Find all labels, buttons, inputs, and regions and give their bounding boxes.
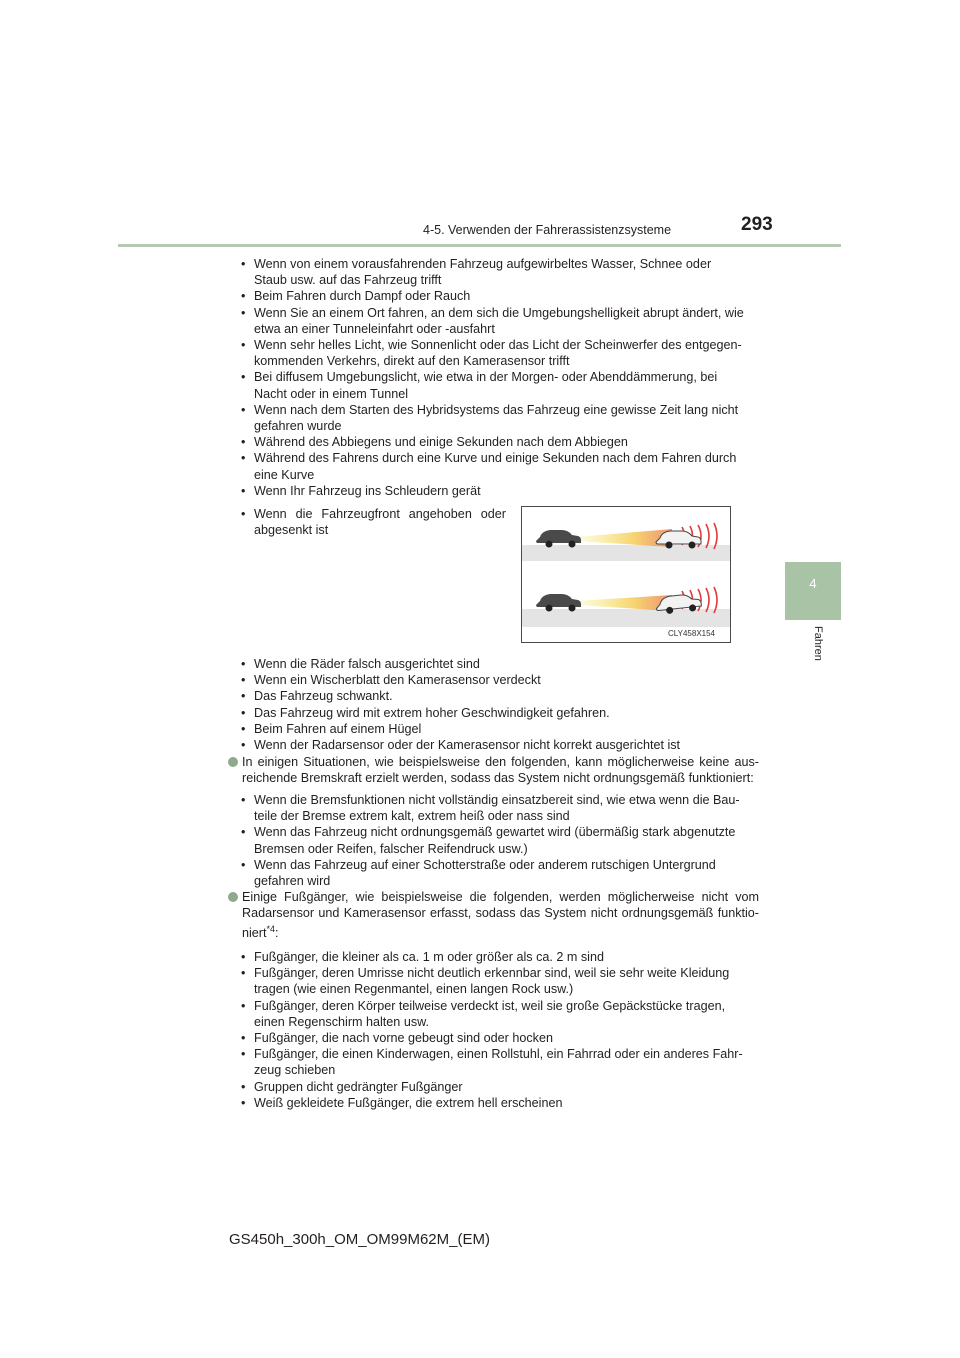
- list-item: • Beim Fahren durch Dampf oder Rauch: [241, 288, 745, 304]
- pedestrian-paragraph: [228, 889, 759, 942]
- chapter-label: Fahren: [812, 626, 824, 661]
- radar-illustration: [522, 507, 730, 642]
- bullet-list-pedestrians: [241, 949, 745, 1111]
- bullet-list-figure: [241, 506, 506, 538]
- document-footer: GS450h_300h_OM_OM99M62M_(EM): [229, 1231, 490, 1248]
- bullet-dot-icon: [228, 757, 238, 767]
- bullet-list-conditions-2: [241, 656, 745, 753]
- bullet-list-conditions: [241, 256, 745, 499]
- list-item: • Während des Abbiegens und einige Sekunden nach dem Abbiegen: [241, 434, 745, 450]
- list-item: • Fußgänger, deren Körper teilweise verdeckt ist, weil sie große Gepäckstücke tragen, einen Regenschirm halten usw.: [241, 998, 745, 1030]
- list-item: • Wenn die Räder falsch ausgerichtet sind: [241, 656, 745, 672]
- list-item: • Wenn die Bremsfunktionen nicht vollständig einsatzbereit sind, wie etwa wenn die Bau-teile der Bremse extrem kalt, extrem heiß oder nass sind: [241, 792, 745, 824]
- list-item: • Das Fahrzeug schwankt.: [241, 688, 745, 704]
- list-item: • Fußgänger, deren Umrisse nicht deutlich erkennbar sind, weil sie sehr weite Kleidung tragen (wie einen Regenmantel, einen langen Rock usw.): [241, 965, 745, 997]
- list-item: • Gruppen dicht gedrängter Fußgänger: [241, 1079, 745, 1095]
- chapter-tab[interactable]: 4: [785, 562, 841, 620]
- list-item: • Fußgänger, die nach vorne gebeugt sind oder hocken: [241, 1030, 745, 1046]
- footnote-marker: *4: [266, 924, 276, 935]
- ego-car-icon: [536, 594, 581, 612]
- list-item: • Während des Fahrens durch eine Kurve und einige Sekunden nach dem Fahren durch eine Kurve: [241, 450, 745, 482]
- header-rule: [118, 244, 841, 247]
- list-item: • Wenn von einem vorausfahrenden Fahrzeug aufgewirbeltes Wasser, Schnee oder Staub usw. auf das Fahrzeug trifft: [241, 256, 745, 288]
- figure-code: CLY458X154: [668, 629, 715, 638]
- list-item: • Wenn die Fahrzeugfront angehoben oder abgesenkt ist: [241, 506, 506, 538]
- list-item: • Das Fahrzeug wird mit extrem hoher Geschwindigkeit gefahren.: [241, 705, 745, 721]
- list-item: • Wenn Sie an einem Ort fahren, an dem sich die Umgebungshelligkeit abrupt ändert, wie etwa an einer Tunneleinfahrt oder -ausfahrt: [241, 305, 745, 337]
- list-item: • Weiß gekleidete Fußgänger, die extrem hell erscheinen: [241, 1095, 745, 1111]
- list-item: • Wenn das Fahrzeug nicht ordnungsgemäß gewartet wird (übermäßig stark abgenutzte Bremsen oder Reifen, falscher Reifendruck usw.): [241, 824, 745, 856]
- paragraph-text: Einige Fußgänger, wie beispielsweise die folgenden, werden möglicherweise nicht vom Radarsensor und Kamerasensor erfasst, sodass das System nicht ordnungsgemäß funktio-niert: [242, 890, 759, 941]
- bullet-dot-icon: [228, 892, 238, 902]
- paragraph-end: :: [275, 926, 279, 941]
- ego-car-icon: [536, 530, 581, 548]
- list-item: • Fußgänger, die kleiner als ca. 1 m oder größer als ca. 2 m sind: [241, 949, 745, 965]
- vehicle-front-illustration: [521, 506, 731, 643]
- list-item: • Bei diffusem Umgebungslicht, wie etwa in der Morgen- oder Abenddämmerung, bei Nacht oder in einem Tunnel: [241, 369, 745, 401]
- bullet-list-brakes: [241, 792, 745, 889]
- list-item: • Beim Fahren auf einem Hügel: [241, 721, 745, 737]
- list-item: • Fußgänger, die einen Kinderwagen, einen Rollstuhl, ein Fahrrad oder ein anderes Fahr-zeug schieben: [241, 1046, 745, 1078]
- paragraph-text: In einigen Situationen, wie beispielsweise den folgenden, kann möglicherweise keine aus-reichende Bremskraft erzielt werden, sodass das System nicht ordnungsgemäß funktioniert:: [242, 755, 759, 786]
- list-item: • Wenn der Radarsensor oder der Kamerasensor nicht korrekt ausgerichtet ist: [241, 737, 745, 753]
- list-item: • Wenn nach dem Starten des Hybridsystems das Fahrzeug eine gewisse Zeit lang nicht gefahren wurde: [241, 402, 745, 434]
- list-item: • Wenn Ihr Fahrzeug ins Schleudern gerät: [241, 483, 745, 499]
- list-item: • Wenn ein Wischerblatt den Kamerasensor verdeckt: [241, 672, 745, 688]
- list-item: • Wenn das Fahrzeug auf einer Schotterstraße oder anderem rutschigen Untergrund gefahren wird: [241, 857, 745, 889]
- page-number: 293: [741, 214, 773, 235]
- braking-paragraph: [228, 754, 759, 786]
- list-item: • Wenn sehr helles Licht, wie Sonnenlicht oder das Licht der Scheinwerfer des entgegen-kommenden Verkehrs, direkt auf den Kamerasensor trifft: [241, 337, 745, 369]
- section-title: 4-5. Verwenden der Fahrerassistenzsysteme: [423, 223, 672, 237]
